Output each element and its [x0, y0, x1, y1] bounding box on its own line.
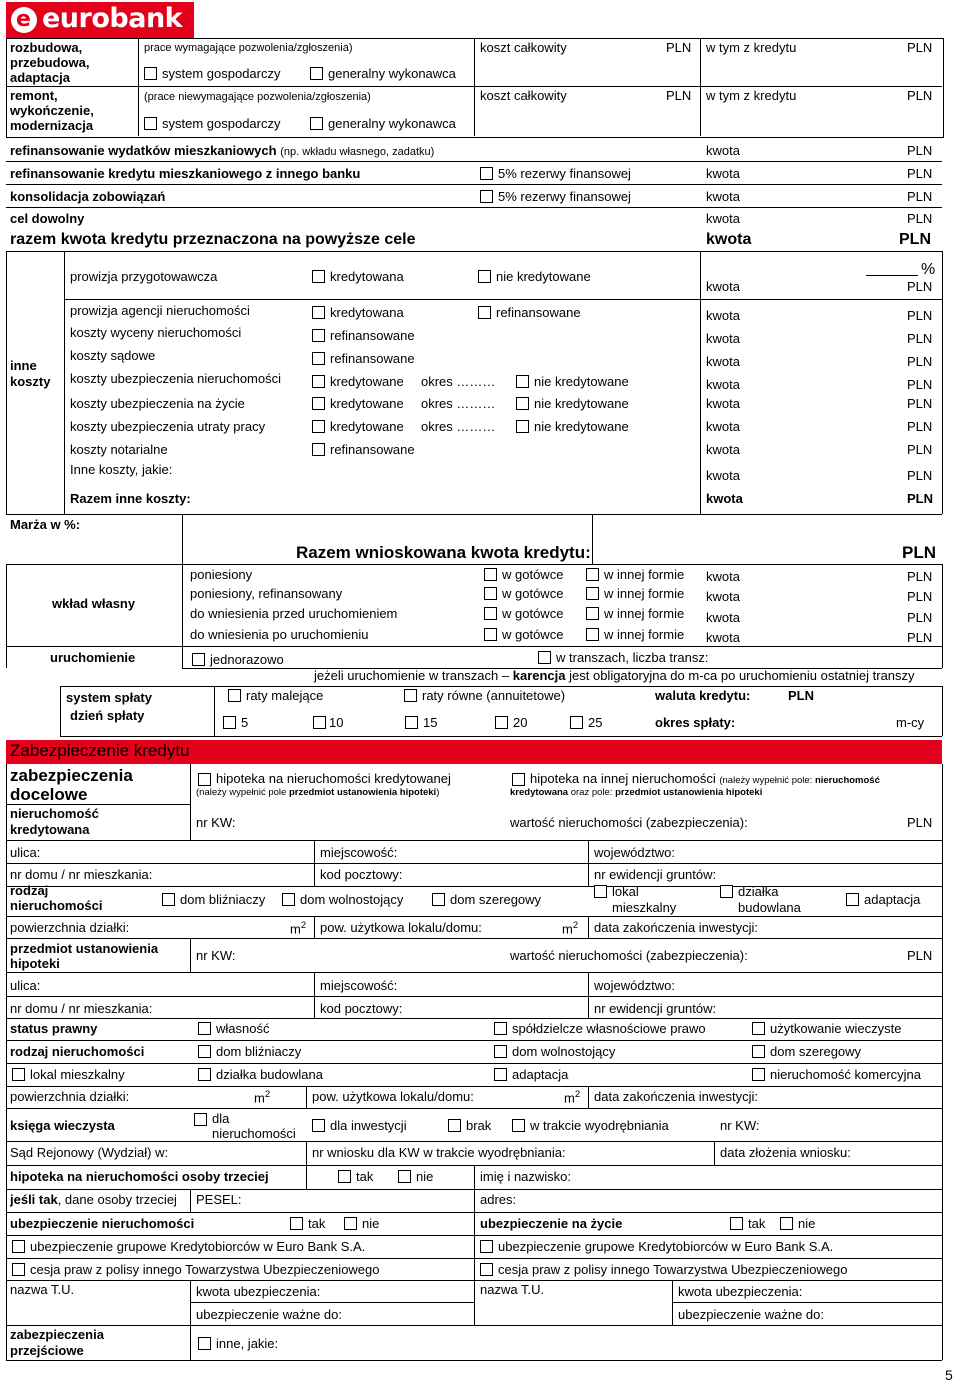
kwota-label: kwota — [706, 279, 740, 294]
system-gospodarczy-label-2: system gospodarczy — [162, 116, 281, 131]
rodzaj-nieruchomosci-label-2: rodzaj nieruchomości — [10, 1044, 145, 1059]
kwota-label: kwota — [706, 354, 740, 369]
refin-wydatkow-label: refinansowanie wydatków mieszkaniowych — [10, 143, 277, 158]
wklad-row-label: do wniesienia po uruchomieniu — [190, 627, 369, 642]
wazne-do-label: ubezpieczenie ważne do: — [196, 1307, 342, 1322]
dom-wolnostojacy-checkbox[interactable] — [494, 1045, 507, 1058]
okres-field[interactable]: okres ……… — [421, 374, 496, 389]
kwota-label: kwota — [706, 468, 740, 483]
nie-checkbox[interactable] — [398, 1170, 411, 1183]
inna-forma-label: w innej formie — [604, 567, 685, 582]
dom-blizniaczy-checkbox[interactable] — [198, 1045, 211, 1058]
pln-label: PLN — [899, 231, 931, 248]
pln-label: PLN — [907, 630, 933, 645]
karencja-note-bold: karencja — [512, 668, 566, 683]
hipoteka-inna-label: hipoteka na innej nieruchomości — [530, 771, 716, 786]
zabezpieczenia-przejsciowe-label: zabezpieczenia przejściowe — [10, 1327, 104, 1358]
gotowce-label: w gotówce — [502, 606, 564, 621]
dom-blizniaczy-label: dom bliźniaczy — [216, 1044, 302, 1059]
rodzaj-nieruchomosci-label: rodzaj nieruchomości — [10, 883, 103, 913]
cost-opt1-label: kredytowane — [330, 374, 404, 389]
okres-splaty-label: okres spłaty: — [655, 715, 736, 730]
pln-label: PLN — [907, 468, 933, 483]
inne-koszty-label: inne koszty — [10, 358, 51, 389]
tak-checkbox[interactable] — [338, 1170, 351, 1183]
lokal-mieszkalny-checkbox[interactable] — [594, 885, 607, 898]
kwota-label: kwota — [706, 630, 740, 645]
cost-opt2-label: nie kredytowane — [496, 269, 591, 284]
pesel-label: PESEL: — [196, 1192, 242, 1207]
zabezpieczenia-docelowe-label: zabezpieczenia docelowe — [10, 766, 133, 804]
waluta-kredytu-value: PLN — [788, 688, 814, 703]
pln-label: PLN — [907, 354, 933, 369]
adres-label: adres: — [480, 1192, 517, 1207]
dzialka-budowlana-label: działka budowlana — [216, 1067, 323, 1082]
adaptacja-checkbox[interactable] — [494, 1068, 507, 1081]
cesja-checkbox-2[interactable] — [480, 1263, 493, 1276]
system-gospodarczy-checkbox-2[interactable] — [144, 117, 157, 130]
w-tym-z-kredytu-label-2: w tym z kredytu — [706, 88, 797, 103]
waluta-kredytu-label: waluta kredytu: — [655, 688, 751, 703]
inna-forma-label: w innej formie — [604, 606, 685, 621]
cost-opt1-label: kredytowana — [330, 269, 404, 284]
generalny-wykonawca-label-1: generalny wykonawca — [328, 66, 456, 81]
permit-not-required-label: (prace niewymagające pozwolenia/zgłoszenia) — [144, 91, 371, 103]
kwota-label: kwota — [706, 419, 740, 434]
dzien-20-checkbox[interactable] — [495, 716, 508, 729]
adaptacja-label: adaptacja — [864, 892, 921, 907]
cost-item-label: koszty wyceny nieruchomości — [70, 325, 242, 340]
pow-lokalu-label: pow. użytkowa lokalu/domu: — [312, 1089, 474, 1104]
system-splaty-label: system spłaty — [66, 690, 152, 705]
nie-label: nie — [798, 1216, 816, 1231]
lokal-mieszkalny-label: lokal mieszkalny — [612, 884, 677, 915]
tak-label: tak — [308, 1216, 326, 1231]
dzien-5-label: 5 — [241, 715, 249, 730]
jednorazowo-label: jednorazowo — [210, 652, 284, 667]
inna-forma-checkbox[interactable] — [586, 568, 599, 581]
karencja-note-pre: jeżeli uruchomienie w transzach – — [314, 668, 510, 683]
kwota-label: kwota — [706, 589, 740, 604]
brak-checkbox[interactable] — [448, 1119, 461, 1132]
cesja-label-1: cesja praw z polisy innego Towarzystwa Ubezpieczeniowego — [30, 1262, 380, 1277]
dzien-20-label: 20 — [513, 715, 528, 730]
cost-item-label: prowizja przygotowawcza — [70, 269, 218, 284]
w-tym-z-kredytu-label-1: w tym z kredytu — [706, 40, 797, 55]
w-trakcie-label: w trakcie wyodrębniania — [530, 1118, 669, 1133]
cost-opt1-label: refinansowane — [330, 442, 415, 457]
kredytowane-checkbox[interactable] — [312, 397, 325, 410]
cesja-checkbox-1[interactable] — [12, 1263, 25, 1276]
refinansowane-checkbox[interactable] — [312, 352, 325, 365]
imie-nazwisko-label: imię i nazwisko: — [480, 1169, 572, 1184]
nie-label: nie — [362, 1216, 380, 1231]
pln-label: PLN — [907, 143, 933, 158]
refinansowane-checkbox[interactable] — [312, 443, 325, 456]
pln-label: PLN — [907, 948, 933, 963]
cost-opt1-label: kredytowana — [330, 305, 404, 320]
uzytkowanie-label: użytkowanie wieczyste — [770, 1021, 902, 1036]
dom-wolnostojacy-label: dom wolnostojący — [512, 1044, 616, 1059]
dom-wolnostojacy-label: dom wolnostojący — [300, 892, 404, 907]
gotowce-checkbox[interactable] — [484, 568, 497, 581]
wklad-wlasny-label: wkład własny — [52, 596, 136, 611]
pln-label: PLN — [907, 211, 933, 226]
pln-label: PLN — [907, 279, 933, 294]
cost-item-label: prowizja agencji nieruchomości — [70, 303, 250, 318]
pln-label: PLN — [907, 189, 933, 204]
purpose-rozbudowa-label: rozbudowa, przebudowa, adaptacja — [10, 40, 90, 85]
permit-required-label: prace wymagające pozwolenia/zgłoszenia) — [144, 42, 353, 54]
nie-label: nie — [416, 1169, 434, 1184]
uruchomienie-label: uruchomienie — [50, 650, 136, 665]
nr-domu-label: nr domu / nr mieszkania: — [10, 867, 153, 882]
eurobank-logo — [6, 2, 194, 38]
kwota-label: kwota — [706, 377, 740, 392]
rezerwa-checkbox-2[interactable] — [480, 190, 493, 203]
purpose-remont-label: remont, wykończenie, modernizacja — [10, 88, 94, 133]
nr-wniosku-label: nr wniosku dla KW w trakcie wyodrębniania: — [312, 1145, 566, 1160]
ub-grupowe-label-2: ubezpieczenie grupowe Kredytobiorców w Euro Bank S.A. — [498, 1239, 834, 1254]
razem-wnioskowana-label: Razem wnioskowana kwota kredytu: — [296, 543, 591, 562]
miejscowosc-label: miejscowość: — [320, 978, 398, 993]
sad-rejonowy-label: Sąd Rejonowy (Wydział) w: — [10, 1145, 169, 1160]
cost-item-label: koszty notarialne — [70, 442, 168, 457]
nie-kredytowane-checkbox[interactable] — [516, 420, 529, 433]
kwota-label: kwota — [706, 231, 752, 248]
dzien-15-label: 15 — [423, 715, 438, 730]
razem-kwota-label: razem kwota kredytu przeznaczona na powyższe cele — [10, 231, 416, 248]
nr-ewidencji-label: nr ewidencji gruntów: — [594, 1001, 717, 1016]
transze-label: w transzach, liczba transz: — [556, 650, 709, 665]
adaptacja-label: adaptacja — [512, 1067, 569, 1082]
nr-kw-label: nr KW: — [196, 948, 236, 963]
dom-szeregowy-checkbox[interactable] — [432, 893, 445, 906]
kredytowane-checkbox[interactable] — [312, 420, 325, 433]
dzialka-budowlana-checkbox[interactable] — [198, 1068, 211, 1081]
wlasnosc-checkbox[interactable] — [198, 1022, 211, 1035]
pln-label: PLN — [907, 331, 933, 346]
dom-szeregowy-checkbox[interactable] — [752, 1045, 765, 1058]
cel-dowolny-label: cel dowolny — [10, 211, 85, 226]
nie-kredytowane-checkbox[interactable] — [478, 270, 491, 283]
dzien-25-label: 25 — [588, 715, 603, 730]
wartosc-nieruchomosci-label: wartość nieruchomości (zabezpieczenia): — [510, 948, 748, 963]
w-trakcie-checkbox[interactable] — [512, 1119, 525, 1132]
pln-label: PLN — [907, 815, 933, 830]
cost-opt2-label: nie kredytowane — [534, 374, 629, 389]
refinansowane-checkbox[interactable] — [312, 329, 325, 342]
ksiega-wieczysta-label: księga wieczysta — [10, 1118, 115, 1133]
logo-e-icon: e — [11, 7, 37, 33]
transze-checkbox[interactable] — [538, 651, 551, 664]
pln-label: PLN — [907, 491, 933, 506]
kod-pocztowy-label: kod pocztowy: — [320, 867, 403, 882]
dzien-15-checkbox[interactable] — [405, 716, 418, 729]
pln-label: PLN — [907, 610, 933, 625]
dzien-5-checkbox[interactable] — [223, 716, 236, 729]
cost-item-label: koszty ubezpieczenia nieruchomości — [70, 371, 281, 386]
ub-zycie-tak-checkbox[interactable] — [730, 1217, 743, 1230]
inna-forma-checkbox[interactable] — [586, 628, 599, 641]
okres-field[interactable]: okres ……… — [421, 396, 496, 411]
mcy-label: m-cy — [896, 715, 925, 730]
kwota-label: kwota — [706, 331, 740, 346]
nieruchomosc-kredytowana-label: nieruchomość kredytowana — [10, 806, 99, 837]
ub-grupowe-checkbox-1[interactable] — [12, 1240, 25, 1253]
raty-rowne-checkbox[interactable] — [404, 689, 417, 702]
adaptacja-checkbox[interactable] — [846, 893, 859, 906]
pln-label: PLN — [666, 88, 692, 103]
komercyjna-label: nieruchomość komercyjna — [770, 1067, 922, 1082]
dzien-splaty-label: dzień spłaty — [70, 708, 145, 723]
kwota-label: kwota — [706, 308, 740, 323]
pln-label: PLN — [907, 419, 933, 434]
wojewodztwo-label: województwo: — [594, 978, 675, 993]
ub-nier-tak-checkbox[interactable] — [290, 1217, 303, 1230]
wartosc-nieruchomosci-label: wartość nieruchomości (zabezpieczenia): — [510, 815, 748, 830]
kwota-label: kwota — [706, 189, 740, 204]
pln-label: PLN — [902, 543, 936, 562]
dom-blizniaczy-checkbox[interactable] — [162, 893, 175, 906]
kwota-label: kwota — [706, 442, 740, 457]
ub-grupowe-label-1: ubezpieczenie grupowe Kredytobiorców w Euro Bank S.A. — [30, 1239, 366, 1254]
raty-malejace-label: raty malejące — [246, 688, 324, 703]
jednorazowo-checkbox[interactable] — [192, 653, 205, 666]
pln-label: PLN — [907, 166, 933, 181]
generalny-wykonawca-checkbox-2[interactable] — [310, 117, 323, 130]
cesja-label-2: cesja praw z polisy innego Towarzystwa Ubezpieczeniowego — [498, 1262, 848, 1277]
dzien-10-checkbox[interactable] — [313, 716, 326, 729]
gotowce-checkbox[interactable] — [484, 587, 497, 600]
inna-forma-checkbox[interactable] — [586, 587, 599, 600]
pow-lokalu-label: pow. użytkowa lokalu/domu: — [320, 920, 482, 935]
nr-ewidencji-label: nr ewidencji gruntów: — [594, 867, 717, 882]
wklad-row-label: poniesiony, refinansowany — [190, 586, 343, 601]
tak-label: tak — [356, 1169, 374, 1184]
gotowce-label: w gotówce — [502, 586, 564, 601]
cost-opt1-label: kredytowane — [330, 419, 404, 434]
generalny-wykonawca-label-2: generalny wykonawca — [328, 116, 456, 131]
kredytowane-checkbox[interactable] — [312, 375, 325, 388]
dom-szeregowy-label: dom szeregowy — [450, 892, 542, 907]
kwota-ubezpieczenia-label: kwota ubezpieczenia: — [678, 1284, 803, 1299]
spoldzielcze-label: spółdzielcze własnościowe prawo — [512, 1021, 706, 1036]
rezerwa-checkbox-1[interactable] — [480, 167, 493, 180]
system-gospodarczy-checkbox-1[interactable] — [144, 67, 157, 80]
percent-sign: % — [921, 261, 936, 278]
ulica-label: ulica: — [10, 978, 41, 993]
cost-opt1-label: refinansowane — [330, 328, 415, 343]
pln-label: PLN — [907, 396, 933, 411]
razem-inne-koszty-label: Razem inne koszty: — [70, 491, 191, 506]
wlasnosc-label: własność — [216, 1021, 270, 1036]
nazwa-tu-label: nazwa T.U. — [10, 1282, 75, 1297]
refinansowane-checkbox[interactable] — [478, 306, 491, 319]
inna-forma-label: w innej formie — [604, 586, 685, 601]
hipoteka-kredytowana-label: hipoteka na nieruchomości kredytowanej — [216, 771, 451, 786]
cost-item-label: koszty ubezpieczenia utraty pracy — [70, 419, 266, 434]
inna-forma-label: w innej formie — [604, 627, 685, 642]
wazne-do-label: ubezpieczenie ważne do: — [678, 1307, 824, 1322]
koszt-calkowity-label-2: koszt całkowity — [480, 88, 567, 103]
okres-field[interactable]: okres ……… — [421, 419, 496, 434]
refin-kredytu-label: refinansowanie kredytu mieszkaniowego z innego banku — [10, 166, 361, 181]
cost-opt1-label: kredytowane — [330, 396, 404, 411]
dla-inwestycji-label: dla inwestycji — [330, 1118, 407, 1133]
nr-domu-label: nr domu / nr mieszkania: — [10, 1001, 153, 1016]
ub-zycie-nie-checkbox[interactable] — [780, 1217, 793, 1230]
kwota-label: kwota — [706, 166, 740, 181]
komercyjna-checkbox[interactable] — [752, 1068, 765, 1081]
gotowce-checkbox[interactable] — [484, 628, 497, 641]
pow-dzialki-label: powierzchnia działki: — [10, 920, 130, 935]
dzialka-budowlana-label: działka budowlana — [738, 884, 801, 915]
wklad-row-label: poniesiony — [190, 567, 253, 582]
hipoteka-kredytowana-checkbox[interactable] — [198, 773, 211, 786]
rezerwa-label-1: 5% rezerwy finansowej — [498, 166, 631, 181]
ubezpieczenie-nieruchomosci-label: ubezpieczenie nieruchomości — [10, 1216, 195, 1231]
gotowce-checkbox[interactable] — [484, 607, 497, 620]
lokal-mieszkalny-label: lokal mieszkalny — [30, 1067, 125, 1082]
kod-pocztowy-label: kod pocztowy: — [320, 1001, 403, 1016]
dla-inwestycji-checkbox[interactable] — [312, 1119, 325, 1132]
cost-item-label: koszty sądowe — [70, 348, 156, 363]
cost-opt1-label: refinansowane — [330, 351, 415, 366]
koszt-calkowity-label-1: koszt całkowity — [480, 40, 567, 55]
raty-rowne-label: raty równe (annuitetowe) — [422, 688, 566, 703]
wklad-row-label: do wniesienia przed uruchomieniem — [190, 606, 398, 621]
dla-nieruchomosci-label: dla nieruchomości — [212, 1111, 296, 1141]
marza-label: Marża w %: — [10, 517, 81, 532]
pln-label: PLN — [907, 40, 933, 55]
data-zakonczenia-label: data zakończenia inwestycji: — [594, 1089, 759, 1104]
nie-kredytowane-checkbox[interactable] — [516, 375, 529, 388]
pln-label: PLN — [907, 589, 933, 604]
generalny-wykonawca-checkbox-1[interactable] — [310, 67, 323, 80]
inne-jakie-label: inne, jakie: — [216, 1336, 279, 1351]
raty-malejace-checkbox[interactable] — [228, 689, 241, 702]
hipoteka-trzeciej-label: hipoteka na nieruchomości osoby trzeciej — [10, 1169, 269, 1184]
ubezpieczenie-zycie-label: ubezpieczenie na życie — [480, 1216, 623, 1231]
pln-label: PLN — [907, 308, 933, 323]
nr-kw-label: nr KW: — [196, 815, 236, 830]
kwota-label: kwota — [706, 610, 740, 625]
gotowce-label: w gotówce — [502, 627, 564, 642]
system-gospodarczy-label-1: system gospodarczy — [162, 66, 281, 81]
status-prawny-label: status prawny — [10, 1021, 98, 1036]
kwota-ubezpieczenia-label: kwota ubezpieczenia: — [196, 1284, 321, 1299]
pln-label: PLN — [666, 40, 692, 55]
rezerwa-label-2: 5% rezerwy finansowej — [498, 189, 631, 204]
dom-blizniaczy-label: dom bliźniaczy — [180, 892, 266, 907]
karencja-note-post: jest obligatoryjna do m-ca po uruchomieniu ostatniej transzy — [569, 668, 915, 683]
inne-jakie-checkbox[interactable] — [198, 1337, 211, 1350]
pln-label: PLN — [907, 569, 933, 584]
data-zakonczenia-label: data zakończenia inwestycji: — [594, 920, 759, 935]
kwota-label: kwota — [706, 211, 740, 226]
dzien-25-checkbox[interactable] — [570, 716, 583, 729]
cost-opt2-label: nie kredytowane — [534, 396, 629, 411]
tak-label: tak — [748, 1216, 766, 1231]
ulica-label: ulica: — [10, 845, 41, 860]
kwota-label: kwota — [706, 143, 740, 158]
spoldzielcze-checkbox[interactable] — [494, 1022, 507, 1035]
pln-label: PLN — [907, 442, 933, 457]
cost-item-label: Inne koszty, jakie: — [70, 462, 173, 477]
page-number: 5 — [945, 1367, 953, 1383]
cost-opt2-label: refinansowane — [496, 305, 581, 320]
konsolidacja-label: konsolidacja zobowiązań — [10, 189, 166, 204]
wojewodztwo-label: województwo: — [594, 845, 675, 860]
dla-nieruchomosci-checkbox[interactable] — [194, 1113, 207, 1126]
przedmiot-hipoteki-label: przedmiot ustanowienia hipoteki — [10, 941, 159, 971]
dom-szeregowy-label: dom szeregowy — [770, 1044, 862, 1059]
kredytowana-checkbox[interactable] — [312, 270, 325, 283]
pln-label: PLN — [907, 88, 933, 103]
dzialka-budowlana-checkbox[interactable] — [720, 885, 733, 898]
ub-nier-nie-checkbox[interactable] — [344, 1217, 357, 1230]
logo-text: eurobank — [42, 3, 183, 34]
pln-label: PLN — [907, 377, 933, 392]
nazwa-tu-label: nazwa T.U. — [480, 1282, 545, 1297]
gotowce-label: w gotówce — [502, 567, 564, 582]
dzien-10-label: 10 — [329, 715, 344, 730]
kwota-label: kwota — [706, 491, 743, 506]
ub-grupowe-checkbox-2[interactable] — [480, 1240, 493, 1253]
cost-opt2-label: nie kredytowane — [534, 419, 629, 434]
brak-label: brak — [466, 1118, 492, 1133]
uzytkowanie-checkbox[interactable] — [752, 1022, 765, 1035]
data-zlozenia-label: data złożenia wniosku: — [720, 1145, 851, 1160]
pow-dzialki-label: powierzchnia działki: — [10, 1089, 130, 1104]
nr-kw-label: nr KW: — [720, 1118, 760, 1133]
kwota-label: kwota — [706, 569, 740, 584]
zabezpieczenie-header: Zabezpieczenie kredytu — [10, 741, 190, 760]
cost-item-label: koszty ubezpieczenia na życie — [70, 396, 245, 411]
lokal-mieszkalny-checkbox[interactable] — [12, 1068, 25, 1081]
miejscowosc-label: miejscowość: — [320, 845, 398, 860]
kredytowana-checkbox[interactable] — [312, 306, 325, 319]
nie-kredytowane-checkbox[interactable] — [516, 397, 529, 410]
refin-wydatkow-note: (np. wkładu własnego, zadatku) — [280, 146, 435, 158]
dom-wolnostojacy-checkbox[interactable] — [282, 893, 295, 906]
hipoteka-inna-checkbox[interactable] — [512, 773, 525, 786]
kwota-label: kwota — [706, 396, 740, 411]
inna-forma-checkbox[interactable] — [586, 607, 599, 620]
